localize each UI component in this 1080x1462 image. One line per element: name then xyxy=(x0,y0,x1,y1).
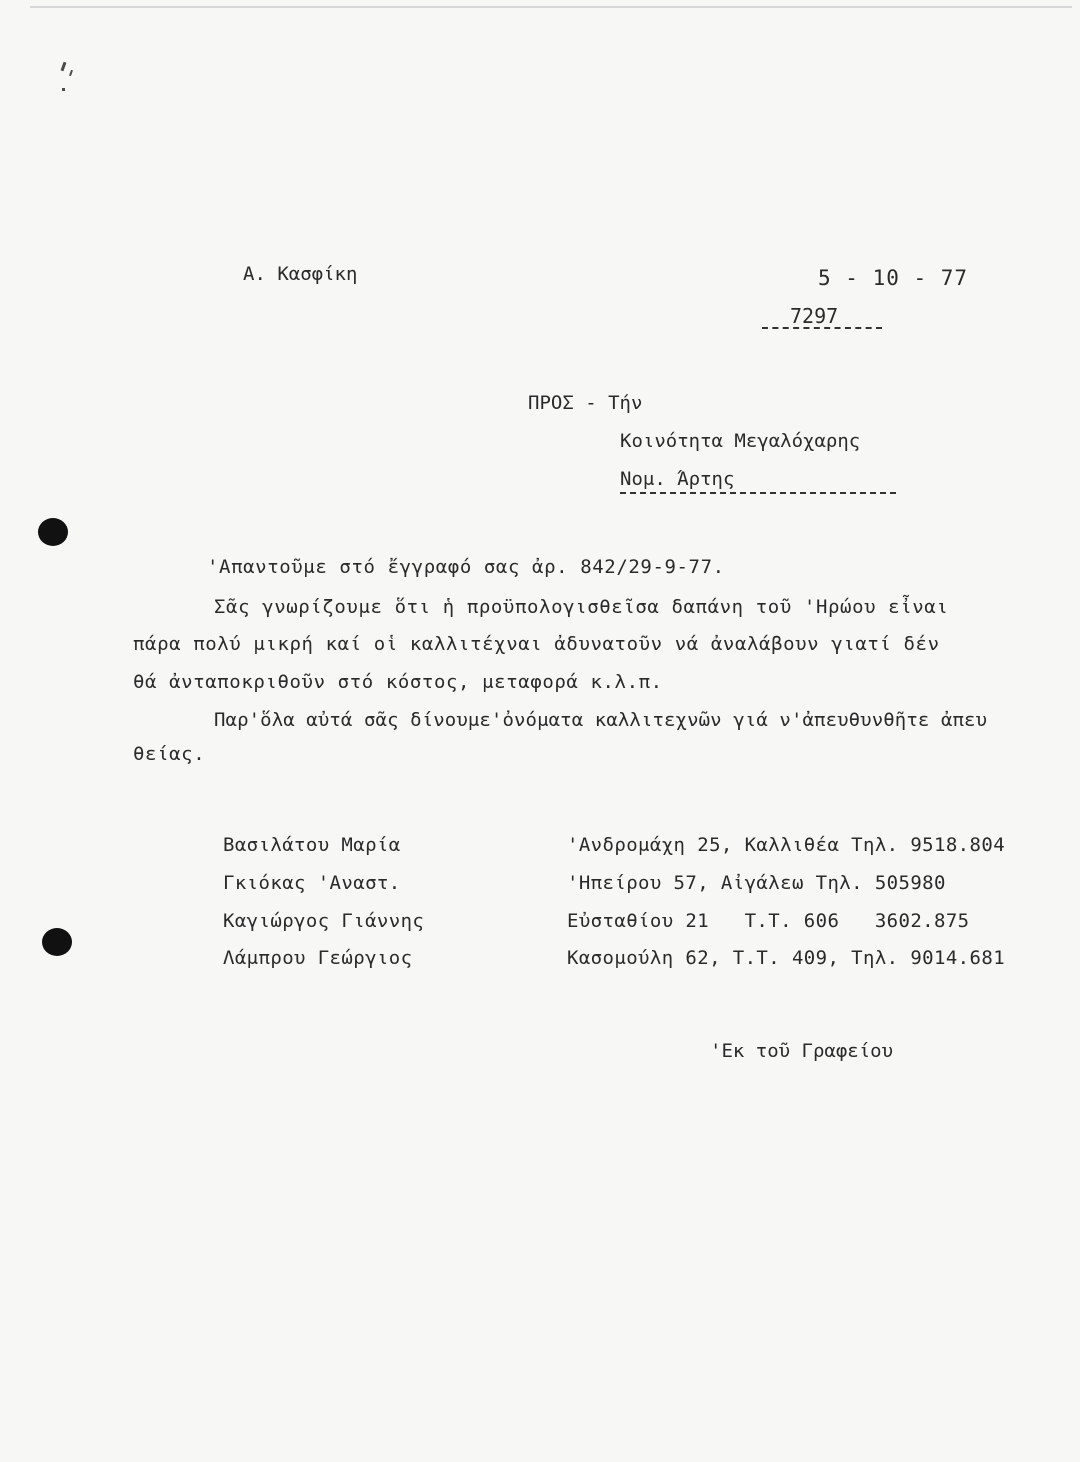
body-paragraph-2-line-2: πάρα πολύ μικρή καί οἱ καλλιτέχναι ἀδυνατοῦν νά ἀναλάβουν γιατί δέν xyxy=(133,633,940,655)
body-paragraph-1: 'Απαντοῦμε στό ἔγγραφό σας ἀρ. 842/29-9-77. xyxy=(207,556,725,578)
reference-underline xyxy=(762,327,882,329)
stray-mark xyxy=(61,62,67,71)
stray-mark xyxy=(62,88,65,91)
letter-date: 5 - 10 - 77 xyxy=(818,266,969,290)
artist-name: Βασιλάτου Μαρία xyxy=(223,834,401,856)
artist-address: Κασομούλη 62, Τ.Τ. 409, Τηλ. 9014.681 xyxy=(567,947,1006,969)
artist-address: 'Ανδρομάχη 25, Καλλιθέα Τηλ. 9518.804 xyxy=(567,834,1006,856)
sender-name: Α. Κασφίκη xyxy=(243,263,358,285)
closing-signature-line: 'Εκ τοῦ Γραφείου xyxy=(710,1040,894,1062)
body-paragraph-2-line-3: θά ἀνταποκριθοῦν στό κόστος, μεταφορά κ.λ.π. xyxy=(133,671,663,693)
reference-number: 7297 xyxy=(790,304,839,328)
artist-name: Λάμπρου Γεώργιος xyxy=(223,947,413,969)
body-paragraph-2-line-1: Σᾶς γνωρίζουμε ὅτι ἡ προϋπολογισθεῖσα δαπάνη τοῦ 'Ηρώου εἶναι xyxy=(214,596,949,618)
punch-hole xyxy=(38,518,68,546)
artist-address: 'Ηπείρου 57, Αἰγάλεω Τηλ. 505980 xyxy=(567,872,946,894)
body-paragraph-3-line-1: Παρ'ὅλα αὐτά σᾶς δίνουμε'ὀνόματα καλλιτεχνῶν γιά ν'ἀπευθυνθῆτε ἀπευ xyxy=(214,709,988,731)
recipient-line-2: Κοινότητα Μεγαλόχαρης xyxy=(620,430,861,452)
artist-name: Καγιώργος Γιάννης xyxy=(223,910,425,932)
artist-name: Γκιόκας 'Αναστ. xyxy=(223,872,401,894)
top-edge-line xyxy=(30,6,1072,8)
body-paragraph-3-line-2: θείας. xyxy=(133,743,206,765)
punch-hole xyxy=(42,928,72,956)
artist-address: Εὐσταθίου 21 Τ.Τ. 606 3602.875 xyxy=(567,910,970,932)
recipient-line-1: ΠΡΟΣ - Τήν xyxy=(528,392,643,414)
recipient-line-3: Νομ. Άρτης xyxy=(620,468,735,490)
recipient-underline xyxy=(620,492,896,494)
stray-mark xyxy=(69,70,73,76)
